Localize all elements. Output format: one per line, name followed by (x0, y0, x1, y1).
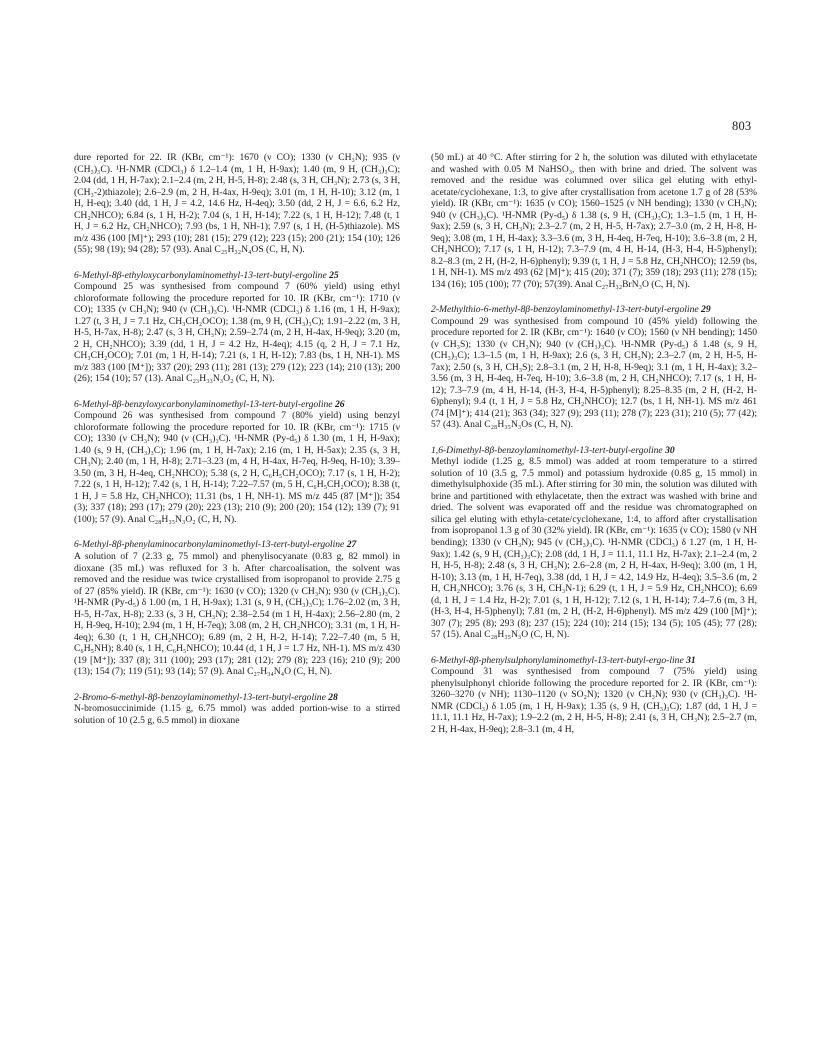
compound-procedure: A solution of 7 (2.33 g, 75 mmol) and phenylisocyanate (0.83 g, 82 mmol) in dioxane (35 mL) was refluxed for 3 h. After charcoalisation, the solvent was removed and the residue was twice crystallised from isopropanol to provide 2.75 g of 27 (85% yield). IR (KBr, cm⁻¹): 1630 (ν CO); 1320 (ν CH₃N); 930 (ν (CH₃)₃C). ¹H-NMR (Py-d₅) δ 1.00 (m, 1 H, H-9ax); 1.31 (s, 9 H, (CH₃)₃C); 1.76–2.02 (m, 3 H, H-5, H-7ax, H-8); 2.33 (s, 3 H, CH₃N); 2.38–2.54 (m 1 H, H-4ax); 2.56–2.80 (m, 2 H, H-9eq, H-10); 2.94 (m, 1 H, H-7eq); 3.08 (m, 2 H, CH₂NHCO); 3.31 (m, 1 H, H-4eq); 6.30 (t, 1 H, CH₂NHCO); 6.89 (m, 2 H, H-2, H-14); 7.22–7.40 (m, 5 H, C₆H₅NH); 8.40 (s, 1 H, C₆H₅NHCO); 10.44 (d, 1 H, J = 1.7 Hz, NH-1). MS m/z 430 (19 [M⁺]); 337 (8); 311 (100); 293 (17); 281 (12); 279 (8); 223 (16); 210 (9); 200 (13); 154 (7); 119 (51); 93 (14); 57 (9). Anal C₂₇H₃₄N₄O (C, H, N). (74, 550, 400, 678)
compound-number: 28 (328, 691, 338, 703)
compound-number: 25 (329, 269, 339, 281)
compound-title: 6-Methyl-8β-phenylaminocarbonylaminomethyl-13-tert-butyl-ergoline (74, 539, 345, 551)
compound-number: 29 (701, 304, 711, 316)
compound-heading (74, 399, 400, 411)
compound-heading (431, 445, 757, 457)
compound-title: 1,6-Dimethyl-8β-benzoylaminomethyl-13-tert-butyl-ergoline (431, 444, 663, 456)
compound-number: 30 (665, 444, 675, 456)
compound-procedure: N-bromosuccinimide (1.15 g, 6.75 mmol) was added portion-wise to a stirred solution of 10 (2.5 g, 6.5 mmol) in dioxane (74, 703, 400, 726)
right-column (431, 152, 757, 735)
compound-title: 6-Methyl-8β-benzyloxycarbonylaminomethyl-13-tert-butyl-ergoline (74, 398, 333, 410)
compound-number: 31 (686, 654, 696, 666)
compound-procedure: Methyl iodide (1.25 g, 8.5 mmol) was added at room temperature to a stirred solution of 10 (3.5 g, 7.5 mmol) and potassium hydroxide (0.85 g, 15 mmol) in dimethylsulphoxide (35 mL). After stirring for 30 min, the solution was diluted with brine and partitioned with ethylacetate, then the extract was washed with brine and dried. The solvent was evaporated off and the residue was chromatographed on silica gel eluting with ethyla-cetate/cyclohexane, 1:4, to afford after crystallisation from isopropanol 1.3 g of 30 (32% yield). IR (KBr, cm⁻¹): 1635 (ν CO); 1580 (ν NH bending); 1330 (ν CH₃N); 945 (ν (CH₃)₃C). ¹H-NMR (CDCl₃) δ 1.27 (m, 1 H, H-9ax); 1.42 (s, 9 H, (CH₃)₃C); 2.08 (dd, 1 H, J = 11.1, 11.1 Hz, H-7ax); 2.1–2.4 (m, 2 H, H-5, H-8); 2.48 (s, 3 H, CH₃N); 2.6–2.8 (m, 2 H, H-4ax, H-9eq); 3.00 (m, 1 H, H-10); 3.13 (m, 1 H, H-7eq), 3.38 (dd, 1 H, J = 4.2, 14.9 Hz, H-4eq); 3.5–3.6 (m, 2 H, CH₂NHCO); 3.76 (s, 3 H, CH₃N-1); 6.29 (t, 1 H, J = 5.9 Hz, CH₂NHCO); 6.69 (d, 1 H, J = 1.4 Hz, H-2); 7.01 (s, 1 H, H-12); 7.12 (s, 1 H, H-14); 7.4–7.6 (m, 3 H, (H-3, H-4, H-5)phenyl); 7.81 (m, 2 H, (H-2, H-6)phenyl). MS m/z 429 (100 [M]⁺); 307 (7); 295 (8); 293 (8); 237 (15); 224 (10); 214 (15); 134 (5); 105 (45); 77 (28); 57 (15). Anal C₂₈H₃₅N₃O (C, H, N). (431, 456, 757, 641)
section-compound-31 (431, 655, 757, 736)
section-compound-27 (74, 539, 400, 677)
left-column (74, 152, 400, 726)
compound-procedure: Compound 29 was synthesised from compound 10 (45% yield) following the procedure reported for 2. IR (KBr, cm⁻¹): 1640 (ν CO); 1560 (ν NH bending); 1450 (ν CH₃S); 1330 (ν CH₃N); 940 (ν (CH₃)₃C). ¹H-NMR (Py-d₅) δ 1.48 (s, 9 H, (CH₃)₃C); 1.3–1.5 (m, 1 H, H-9ax); 2.6 (s, 3 H, CH₃N); 2.3–2.7 (m, 2 H, H-5, H-7ax); 2.50 (s, 3 H, CH₃S); 2.8–3.1 (m, 2 H, H-8, H-9eq); 3.1 (m, 1 H, H-4ax); 3.2–3.56 (m, 3 H, H-4eq, H-7eq, H-10); 3.6–3.8 (m, 2 H, CH₂NHCO); 7.17 (s, 1 H, H-12); 7.3–7.9 (m, 4 H, H-14, (H-3, H-4, H-5)phenyl); 8.25–8.35 (m, 2 H, (H-2, H-6)phenyl); 9.4 (t, 1 H, J = 5.8 Hz, CH₂NHCO); 12.7 (bs, 1 H, NH-1). MS m/z 461 (74 [M]⁺); 414 (21); 363 (34); 327 (9); 293 (11); 278 (7); 223 (31); 210 (5); 77 (42); 57 (43). Anal C₂₈H₃₅N₃Os (C, H, N). (431, 315, 757, 431)
section-compound-26 (74, 399, 400, 526)
compound-procedure: Compound 25 was synthesised from compound 7 (60% yield) using ethyl chloroformate following the procedure reported for 10. IR (KBr, cm⁻¹): 1710 (ν CO); 1335 (ν CH₃N); 940 (ν (CH₃)₃C). ¹H-NMR (CDCl₃) δ 1.16 (m, 1 H, H-9ax); 1.27 (t, 3 H, J = 7.1 Hz, CH₃CH₂OCO); 1.38 (m, 9 H, (CH₃)₃C); 1.91–2.22 (m, 3 H, H-5, H-7ax, H-8); 2.47 (s, 3 H, CH₃N); 2.59–2.74 (m, 2 H, H-4ax, H-9eq); 3.20 (m, 2 H, CH₂NHCO); 3.39 (dd, 1 H, J = 4.2 Hz, H-4eq); 4.15 (q, 2 H, J = 7.1 Hz, CH₃CH₂OCO); 7.01 (m, 1 H, H-14); 7.21 (s, 1 H, H-12); 7.83 (bs, 1 H, NH-1). MS m/z 383 (100 [M⁺]); 337 (20); 293 (11); 281 (13); 279 (12); 223 (14); 210 (13); 200 (26); 154 (10); 57 (13). Anal C₂₃H₃₃N₃O₂ (C, H, N). (74, 281, 400, 385)
section-compound-25 (74, 270, 400, 385)
compound-number: 26 (334, 398, 345, 410)
compound-heading (74, 270, 400, 282)
compound-number: 27 (346, 539, 357, 551)
section-compound-30 (431, 445, 757, 641)
page-number: 803 (732, 119, 752, 133)
compound-title: 6-Methyl-8β-ethyloxycarbonylaminomethyl-13-tert-butyl-ergoline (74, 269, 327, 281)
compound-procedure: Compound 31 was synthesised from compound 7 (75% yield) using phenylsulphonyl chloride following the procedure reported for 2. IR (KBr, cm⁻¹): 3260–3270 (ν NH); 1130–1120 (ν SO₂N); 1320 (ν CH₃N); 930 (ν (CH₃)₃C). ¹H-NMR (CDCl₃) δ 1.05 (m, 1 H, H-9ax); 1.35 (s, 9 H, (CH₃)₃C); 1.87 (dd, 1 H, J = 11.1, 11.1 Hz, H-7ax); 1.9–2.2 (m, 2 H, H-5, H-8); 2.41 (s, 3 H, CH₃N); 2.5–2.7 (m, 2 H, H-4ax, H-9eq); 2.8–3.1 (m, 4 H, (431, 666, 757, 735)
compound-title: 2-Bromo-6-methyl-8β-benzoylaminomethyl-13-tert-butyl-ergoline (74, 691, 326, 703)
compound-heading (74, 692, 400, 704)
right-column-intro: (50 mL) at 40 °C. After stirring for 2 h, the solution was diluted with ethylacetate and washed with 0.05 M NaHSO₃, then with brine and dried. The solvent was removed and the residue was columned over silica gel eluting with ethyl-acetate/cyclohexane, 1:3, to give after crystallisation from acetone 1.7 g of 28 (53% yield). IR (KBr, cm⁻¹): 1635 (ν CO); 1560–1525 (ν NH bending); 1330 (ν CH₃N); 940 (ν (CH₃)₃C). ¹H-NMR (Py-d₅) δ 1.38 (s, 9 H, (CH₃)₃C); 1.3–1.5 (m, 1 H, H-9ax); 2.59 (s, 3 H, CH₃N); 2.3–2.7 (m, 2 H, H-5, H-7ax); 2.7–3.0 (m, 2 H, H-8, H-9eq); 3.08 (m, 1 H, H-4ax); 3.3–3.6 (m, 3 H, H-4eq, H-7eq, H-10); 3.6–3.8 (m, 2 H, CH₂NHCO); 7.17 (s, 1 H, H-12); 7.3–7.9 (m, 4 H, H-14, (H-3, H-4, H-5)phenyl); 8.2–8.3 (m, 2 H, (H-2, H-6)phenyl); 9.39 (t, 1 H, J = 5.8 Hz, CH₂NHCO); 12.59 (bs, 1 H, NH-1). MS m/z 493 (62 [M]⁺); 415 (20); 371 (7); 359 (18); 293 (11); 278 (15); 134 (16); 105 (100); 77 (70); 57(39). Anal C₂₇H₃₂BrN₃O (C, H, N). (431, 152, 757, 290)
left-column-intro: dure reported for 22. IR (KBr, cm⁻¹): 1670 (ν CO); 1330 (ν CH₃N); 935 (ν (CH₃)₃C). ¹H-NMR (CDCl₃) δ 1.2–1.4 (m, 1 H, H-9ax); 1.40 (m, 9 H, (CH₃)₃C); 2.04 (dd, 1 H, H-7ax); 2.1–2.4 (m, 2 H, H-5, H-8); 2.48 (s, 3 H, CH₃N); 2.73 (s, 3 H, (CH₃-2)thiazole); 2.6–2.9 (m, 2 H, H-4ax, H-9eq); 3.01 (m, 1 H, H-10); 3.12 (m, 1 H, H-eq); 3.40 (dd, 1 H, J = 4.2, 14.6 Hz, H-4eq); 3.50 (dd, 2 H, J = 6.6, 6.2 Hz, CH₂NHCO); 6.84 (s, 1 H, H-2); 7.04 (s, 1 H, H-14); 7.22 (s, 1 H, H-12); 7.48 (t, 1 H, J = 6.2 Hz, CH₂NHCO); 7.93 (bs, 1 H, NH-1); 7.97 (s, 1 H, (H-5)thiazole). MS m/z 436 (100 [M]⁺); 293 (10); 281 (15); 279 (12); 223 (15); 200 (21); 154 (10); 126 (55); 98 (19); 94 (28); 57 (93). Anal C₂₅H₃₂N₄OS (C, H, N). (74, 152, 400, 256)
compound-title: 2-Methylthio-6-methyl-8β-benzoylaminomethyl-13-tert-butyl-ergoline (431, 304, 699, 316)
compound-heading (431, 655, 757, 667)
compound-procedure: Compound 26 was synthesised from compound 7 (80% yield) using benzyl chloroformate following the procedure reported for 10. IR (KBr, cm⁻¹): 1715 (ν CO); 1330 (ν CH₃N); 940 (ν (CH₃)₃C). ¹H-NMR (Py-d₅) δ 1.30 (m, 1 H, H-9ax); 1.40 (s, 9 H, (CH₃)₃C); 1.96 (m, 1 H, H-7ax); 2.16 (m, 1 H, H-5ax); 2.35 (s, 3 H, CH₃N); 2.40 (m, 1 H, H-8); 2.71–3.23 (m, 4 H, H-4ax, H-7eq, H-9eq, H-10); 3.39–3.50 (m, 3 H, H-4eq, CH₂NHCO); 5.38 (s, 2 H, C₆H₅CH₂OCO); 7.17 (s, 1 H, H-2); 7.22 (s, 1 H, H-12); 7.42 (s, 1 H, H-14); 7.22–7.57 (m, 5 H, C₆H₅CH₂OCO); 8.38 (t, 1 H, J = 5.8 Hz, CH₂NHCO); 11.31 (bs, 1 H, NH-1). MS m/z 445 (87 [M⁺]); 354 (3); 337 (18); 293 (17); 279 (20); 223 (13); 210 (9); 200 (20); 154 (12); 139 (7); 91 (100); 57 (9). Anal C₂₈H₃₅N₃O₂ (C, H, N). (74, 410, 400, 525)
section-compound-28 (74, 692, 400, 727)
compound-heading (431, 304, 757, 316)
compound-title: 6-Methyl-8β-phenylsulphonylaminomethyl-13-tert-butyl-ergo-line (431, 654, 684, 666)
compound-heading (74, 539, 400, 551)
section-compound-29 (431, 304, 757, 431)
